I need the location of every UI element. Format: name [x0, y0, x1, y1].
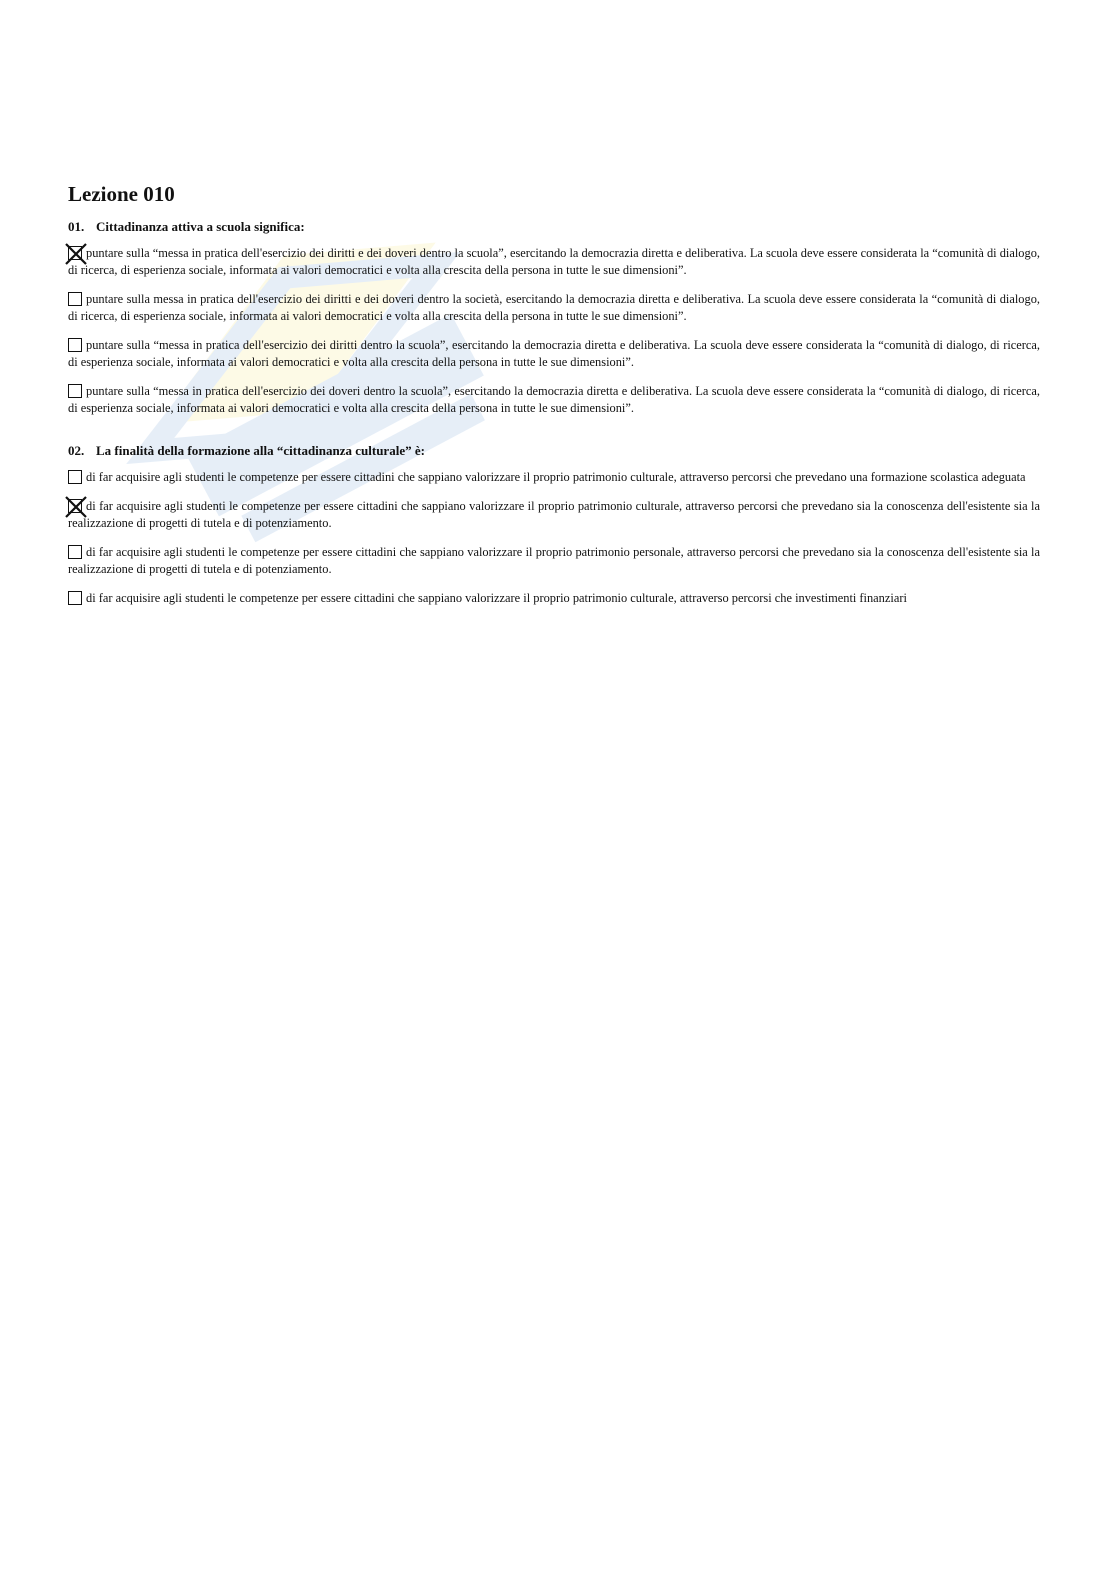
answer-checkbox[interactable] — [68, 292, 82, 306]
answer-text: puntare sulla “messa in pratica dell'esercizio dei doveri dentro la scuola”, esercitando la democrazia diretta e deliberativa. La scuola deve essere considerata la “comunità di dialogo, di ricerca, di esperienza sociale, informata ai valori democratici e volta alla crescita della persona in tutte le sue dimensioni”. — [68, 384, 1040, 415]
answer-option — [68, 590, 1040, 607]
answer-option — [68, 383, 1040, 417]
question-number: 01. — [68, 219, 85, 234]
cross-mark-icon — [64, 495, 88, 519]
document-page — [68, 181, 1040, 633]
question-number: 02. — [68, 443, 85, 458]
answer-option — [68, 544, 1040, 578]
lesson-title: Lezione 010 — [68, 182, 175, 206]
answer-text: puntare sulla “messa in pratica dell'esercizio dei diritti dentro la scuola”, esercitando la democrazia diretta e deliberativa. La scuola deve essere considerata la “comunità di dialogo, di ricerca, di esperienza sociale, informata ai valori democratici e volta alla crescita della persona in tutte le sue dimensioni”. — [68, 338, 1040, 369]
answer-checkbox[interactable] — [68, 470, 82, 484]
answer-option — [68, 337, 1040, 371]
answer-text: di far acquisire agli studenti le competenze per essere cittadini che sappiano valorizzare il proprio patrimonio culturale, attraverso percorsi che investimenti finanziari — [86, 591, 907, 605]
answer-text: puntare sulla messa in pratica dell'esercizio dei diritti e dei doveri dentro la società, esercitando la democrazia diretta e deliberativa. La scuola deve essere considerata la “comunità di dialogo, di ricerca, di esperienza sociale, informata ai valori democratici e volta alla crescita della persona in tutte le sue dimensioni”. — [68, 292, 1040, 323]
answer-option — [68, 291, 1040, 325]
answer-text: di far acquisire agli studenti le competenze per essere cittadini che sappiano valorizzare il proprio patrimonio culturale, attraverso percorsi che prevedano sia la conoscenza dell'esistente sia la realizzazione di progetti di tutela e di potenziamento. — [68, 499, 1040, 530]
answer-option — [68, 469, 1040, 486]
answer-text: di far acquisire agli studenti le competenze per essere cittadini che sappiano valorizzare il proprio patrimonio culturale, attraverso percorsi che prevedano una formazione scolastica adeguata — [86, 470, 1026, 484]
question-1 — [68, 219, 1040, 417]
answer-checkbox[interactable] — [68, 545, 82, 559]
answer-checkbox-checked[interactable] — [68, 499, 82, 513]
question-2 — [68, 443, 1040, 607]
answer-text: puntare sulla “messa in pratica dell'esercizio dei diritti e dei doveri dentro la scuola”, esercitando la democrazia diretta e deliberativa. La scuola deve essere considerata la “comunità di dialogo, di ricerca, di esperienza sociale, informata ai valori democratici e volta alla crescita della persona in tutte le sue dimensioni”. — [68, 246, 1040, 277]
cross-mark-icon — [64, 242, 88, 266]
question-text: Cittadinanza attiva a scuola significa: — [96, 219, 305, 234]
question-text: La finalità della formazione alla “cittadinanza culturale” è: — [96, 443, 425, 458]
answer-checkbox-checked[interactable] — [68, 246, 82, 260]
answer-checkbox[interactable] — [68, 591, 82, 605]
answer-option — [68, 245, 1040, 279]
answer-text: di far acquisire agli studenti le competenze per essere cittadini che sappiano valorizzare il proprio patrimonio personale, attraverso percorsi che prevedano sia la conoscenza dell'esistente sia la realizzazione di progetti di tutela e di potenziamento. — [68, 545, 1040, 576]
question-heading — [68, 443, 1040, 459]
answer-checkbox[interactable] — [68, 338, 82, 352]
question-heading — [68, 219, 1040, 235]
answer-checkbox[interactable] — [68, 384, 82, 398]
answer-option — [68, 498, 1040, 532]
